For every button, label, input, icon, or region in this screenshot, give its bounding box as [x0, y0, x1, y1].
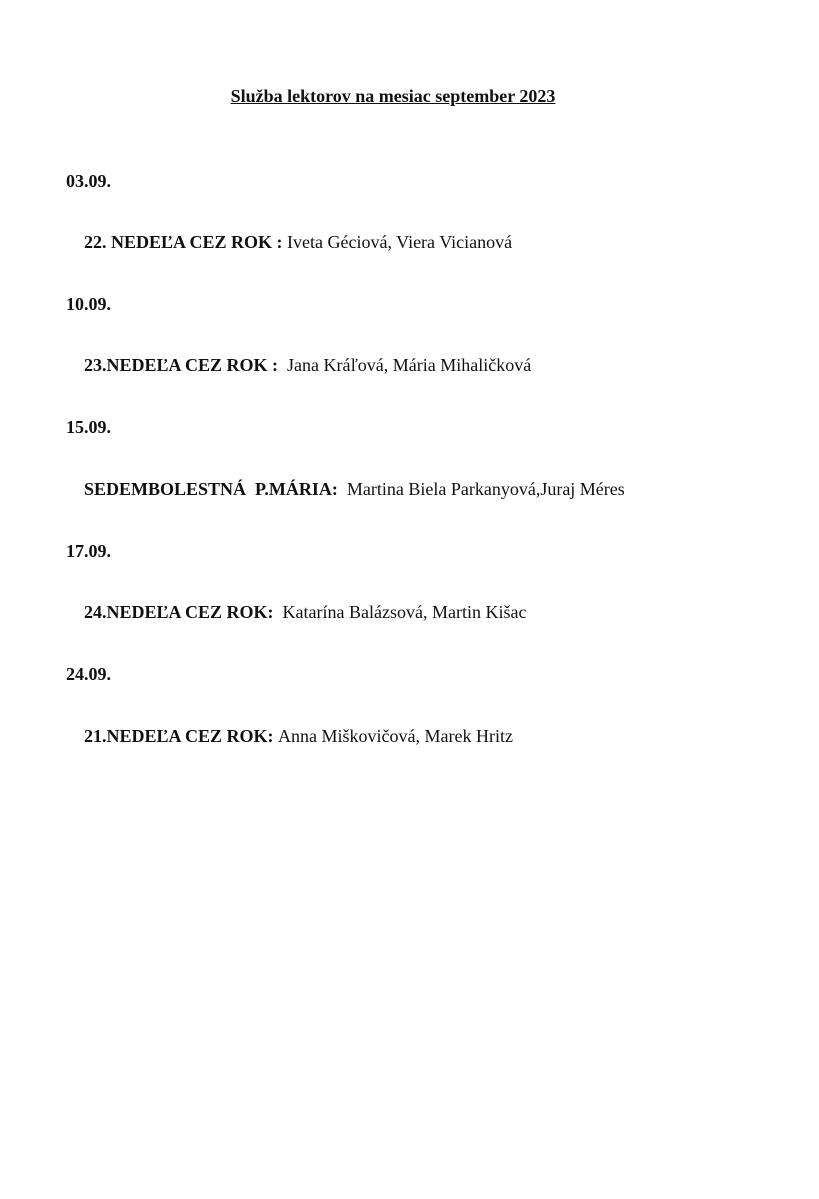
- entry-names: Anna Miškovičová, Marek Hritz: [278, 726, 513, 746]
- entry-feast: 21.NEDEĽA CEZ ROK:: [84, 726, 279, 746]
- entry-feast: 23.NEDEĽA CEZ ROK :: [84, 355, 288, 375]
- document-title: Služba lektorov na mesiac september 2023: [230, 86, 556, 106]
- entry-date: 24.09.: [66, 664, 111, 684]
- entry-feast: 24.NEDEĽA CEZ ROK:: [84, 602, 283, 622]
- entry-date: 03.09.: [66, 171, 111, 191]
- entry-date: 17.09.: [66, 541, 111, 561]
- entry-line: [66, 211, 512, 274]
- entry-line: [66, 458, 625, 521]
- entry-feast: SEDEMBOLESTNÁ P.MÁRIA:: [84, 479, 347, 499]
- entry-names: Jana Kráľová, Mária Mihaličková: [287, 355, 532, 375]
- entry-feast: 22. NEDEĽA CEZ ROK :: [84, 232, 288, 252]
- entry-date: 15.09.: [66, 417, 111, 437]
- entry-names: Katarína Balázsová, Martin Kišac: [282, 602, 527, 622]
- entry-line: [66, 705, 513, 768]
- entry-date: 10.09.: [66, 294, 111, 314]
- entry-names: Iveta Géciová, Viera Vicianová: [287, 232, 513, 252]
- entry-line: [66, 581, 526, 644]
- entry-names: Martina Biela Parkanyová,Juraj Méres: [346, 479, 625, 499]
- entry-line: [66, 334, 531, 397]
